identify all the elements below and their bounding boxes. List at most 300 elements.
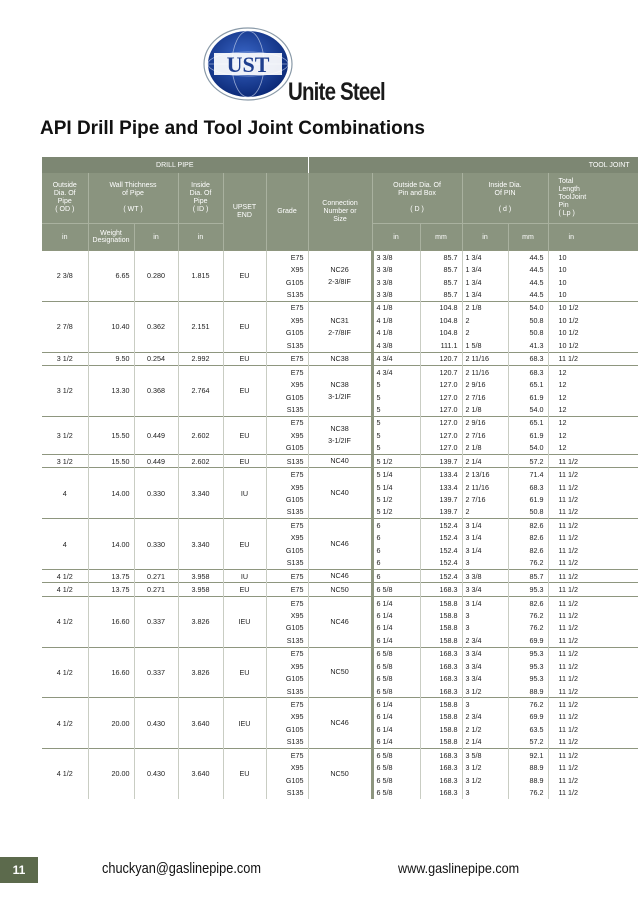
wall-thickness-header: Wall Thichness of Pipe ( WT ) xyxy=(88,173,178,224)
table-cell: 57.2 xyxy=(508,736,548,749)
table-cell: G105 xyxy=(266,723,308,735)
table-cell: 63.5 xyxy=(508,723,548,735)
table-cell: 6 5/8 xyxy=(372,786,420,798)
logo-text: UST xyxy=(226,52,270,77)
table-cell: 11 1/2 xyxy=(548,622,638,634)
table-cell: G105 xyxy=(266,493,308,505)
table-cell: 82.6 xyxy=(508,519,548,532)
tj-od-in-unit: in xyxy=(372,224,420,251)
table-cell: 61.9 xyxy=(508,391,548,403)
table-cell: 2 3/8 xyxy=(42,251,88,302)
table-cell: G105 xyxy=(266,391,308,403)
table-cell: 2 7/8 xyxy=(42,301,88,352)
table-cell: 152.4 xyxy=(420,557,462,570)
table-cell: 4 3/8 xyxy=(372,339,420,352)
table-cell: 12 xyxy=(548,403,638,416)
table-row xyxy=(42,352,638,365)
table-cell: 44.5 xyxy=(508,288,548,301)
table-cell: 54.0 xyxy=(508,403,548,416)
table-cell: 168.3 xyxy=(420,583,462,596)
table-cell: 120.7 xyxy=(420,352,462,365)
table-cell: 4 xyxy=(42,519,88,570)
table-row xyxy=(42,301,638,314)
table-cell: 11 1/2 xyxy=(548,698,638,711)
table-cell: 3.826 xyxy=(178,647,223,698)
table-cell: E75 xyxy=(266,251,308,264)
table-row xyxy=(42,416,638,429)
table-cell: 10 xyxy=(548,263,638,275)
table-cell: EU xyxy=(223,365,266,416)
table-cell: 5 1/2 xyxy=(372,506,420,519)
table-cell: 0.449 xyxy=(134,455,178,468)
connection-cell: NC46 xyxy=(308,698,372,749)
table-cell: 2 1/2 xyxy=(462,723,508,735)
table-cell: X95 xyxy=(266,481,308,493)
combinations-table-container xyxy=(42,157,638,833)
table-cell: 3 3/8 xyxy=(372,288,420,301)
table-cell: 133.4 xyxy=(420,468,462,481)
table-cell: G105 xyxy=(266,442,308,455)
table-cell: 3 1/2 xyxy=(42,416,88,454)
table-cell: 11 1/2 xyxy=(548,685,638,698)
table-cell: 14.00 xyxy=(88,468,134,519)
table-cell: 4 1/2 xyxy=(42,596,88,647)
table-cell: 69.9 xyxy=(508,711,548,723)
table-cell: 12 xyxy=(548,365,638,378)
table-cell: 2 1/8 xyxy=(462,403,508,416)
wt-unit: in xyxy=(134,224,178,251)
table-cell: 152.4 xyxy=(420,544,462,556)
table-row xyxy=(42,365,638,378)
table-cell: 152.4 xyxy=(420,519,462,532)
table-cell: 6 5/8 xyxy=(372,762,420,774)
table-cell: E75 xyxy=(266,647,308,660)
table-cell: 88.9 xyxy=(508,762,548,774)
table-cell: 5 1/2 xyxy=(372,493,420,505)
table-row xyxy=(42,519,638,532)
table-cell: 1 3/4 xyxy=(462,276,508,288)
table-cell: 3 3/4 xyxy=(462,583,508,596)
table-cell: 6 5/8 xyxy=(372,685,420,698)
table-cell: 6 1/4 xyxy=(372,609,420,621)
table-cell: 2 9/16 xyxy=(462,416,508,429)
table-cell: 6 xyxy=(372,557,420,570)
table-cell: 4 1/8 xyxy=(372,327,420,339)
table-cell: 2 3/4 xyxy=(462,634,508,647)
table-cell: 168.3 xyxy=(420,762,462,774)
table-cell: 4 3/4 xyxy=(372,365,420,378)
tool-joint-header: TOOL JOINT xyxy=(308,157,638,173)
table-cell: 76.2 xyxy=(508,557,548,570)
table-cell: 3 5/8 xyxy=(462,749,508,762)
table-cell: EU xyxy=(223,416,266,454)
table-cell: 0.330 xyxy=(134,468,178,519)
table-row xyxy=(42,698,638,711)
table-cell: 11 1/2 xyxy=(548,596,638,609)
table-cell: 158.8 xyxy=(420,622,462,634)
footer-website[interactable]: www.gaslinepipe.com xyxy=(398,860,520,876)
table-cell: G105 xyxy=(266,774,308,786)
table-cell: 104.8 xyxy=(420,301,462,314)
table-cell: 3 3/4 xyxy=(462,647,508,660)
table-cell: G105 xyxy=(266,327,308,339)
table-cell: EU xyxy=(223,749,266,799)
table-cell: 3 3/8 xyxy=(372,276,420,288)
table-cell: 3 3/8 xyxy=(372,263,420,275)
od-header: Outside Dia. Of Pipe ( OD ) xyxy=(42,173,88,224)
connection-cell: NC50 xyxy=(308,583,372,596)
table-cell: 3 3/8 xyxy=(372,251,420,264)
tj-id-header: Inside Dia. Of PIN ( d ) xyxy=(462,173,548,224)
table-cell: 12 xyxy=(548,378,638,390)
table-cell: 65.1 xyxy=(508,416,548,429)
table-cell: EU xyxy=(223,583,266,596)
table-cell: 2 11/16 xyxy=(462,481,508,493)
table-cell: E75 xyxy=(266,352,308,365)
footer-email[interactable]: chuckyan@gaslinepipe.com xyxy=(102,860,261,877)
table-cell: X95 xyxy=(266,660,308,672)
table-cell: 127.0 xyxy=(420,378,462,390)
table-cell: 6 1/4 xyxy=(372,596,420,609)
table-cell: G105 xyxy=(266,622,308,634)
table-cell: 6 5/8 xyxy=(372,660,420,672)
table-cell: 127.0 xyxy=(420,442,462,455)
table-cell: EU xyxy=(223,647,266,698)
table-cell: 104.8 xyxy=(420,314,462,326)
table-cell: 54.0 xyxy=(508,442,548,455)
tj-length-unit: in xyxy=(548,224,638,251)
table-cell: X95 xyxy=(266,711,308,723)
table-cell: 168.3 xyxy=(420,685,462,698)
table-cell: 3 3/4 xyxy=(462,672,508,684)
table-cell: 10 1/2 xyxy=(548,314,638,326)
table-cell: 3 1/2 xyxy=(42,352,88,365)
table-row xyxy=(42,251,638,264)
table-cell: S135 xyxy=(266,685,308,698)
table-cell: 3 1/4 xyxy=(462,532,508,544)
table-cell: X95 xyxy=(266,762,308,774)
table-cell: 4 3/4 xyxy=(372,352,420,365)
combinations-table xyxy=(42,157,638,799)
table-row xyxy=(42,596,638,609)
table-cell: 3 1/4 xyxy=(462,596,508,609)
table-cell: 5 xyxy=(372,429,420,441)
table-cell: 11 1/2 xyxy=(548,774,638,786)
table-cell: 2.602 xyxy=(178,416,223,454)
table-cell: 2 xyxy=(462,314,508,326)
table-cell: S135 xyxy=(266,339,308,352)
table-cell: 104.8 xyxy=(420,327,462,339)
brand-logo xyxy=(200,20,390,110)
table-cell: IU xyxy=(223,468,266,519)
table-cell: 6 5/8 xyxy=(372,583,420,596)
table-cell: 168.3 xyxy=(420,774,462,786)
table-cell: 3.958 xyxy=(178,583,223,596)
tj-length-header: Total Length ToolJoint Pin ( Lp ) xyxy=(548,173,638,224)
table-cell: 41.3 xyxy=(508,339,548,352)
table-cell: 3.340 xyxy=(178,468,223,519)
table-cell: 5 1/2 xyxy=(372,455,420,468)
table-cell: E75 xyxy=(266,365,308,378)
table-cell: 95.3 xyxy=(508,672,548,684)
table-cell: 82.6 xyxy=(508,532,548,544)
table-cell: 3.340 xyxy=(178,519,223,570)
table-cell: 4 xyxy=(42,468,88,519)
table-cell: X95 xyxy=(266,609,308,621)
table-cell: 5 xyxy=(372,403,420,416)
table-cell: E75 xyxy=(266,583,308,596)
table-cell: 76.2 xyxy=(508,786,548,798)
table-cell: 2 7/16 xyxy=(462,429,508,441)
table-cell: 3 1/2 xyxy=(42,455,88,468)
table-cell: 11 1/2 xyxy=(548,506,638,519)
table-cell: 1 3/4 xyxy=(462,288,508,301)
grade-header: Grade xyxy=(266,173,308,251)
table-cell: 44.5 xyxy=(508,251,548,264)
table-cell: 3 xyxy=(462,622,508,634)
table-cell: 2 xyxy=(462,327,508,339)
table-cell: 1 5/8 xyxy=(462,339,508,352)
table-cell: 12 xyxy=(548,416,638,429)
table-cell: X95 xyxy=(266,429,308,441)
table-cell: 6 1/4 xyxy=(372,736,420,749)
table-cell: E75 xyxy=(266,596,308,609)
table-cell: 127.0 xyxy=(420,416,462,429)
table-cell: G105 xyxy=(266,276,308,288)
table-cell: 76.2 xyxy=(508,698,548,711)
table-cell: 6 1/4 xyxy=(372,634,420,647)
table-cell: 158.8 xyxy=(420,736,462,749)
table-cell: 82.6 xyxy=(508,544,548,556)
table-cell: 139.7 xyxy=(420,455,462,468)
table-cell: 3.640 xyxy=(178,749,223,799)
table-row xyxy=(42,647,638,660)
table-cell: 71.4 xyxy=(508,468,548,481)
table-cell: 2.992 xyxy=(178,352,223,365)
table-cell: 0.337 xyxy=(134,596,178,647)
table-cell: 12 xyxy=(548,429,638,441)
table-cell: 2.602 xyxy=(178,455,223,468)
tj-id-mm-unit: mm xyxy=(508,224,548,251)
table-cell: 158.8 xyxy=(420,609,462,621)
table-cell: 11 1/2 xyxy=(548,583,638,596)
weight-designation-header: Weight Designation xyxy=(88,224,134,251)
table-cell: 68.3 xyxy=(508,365,548,378)
table-cell: 5 1/4 xyxy=(372,481,420,493)
table-cell: 4 1/8 xyxy=(372,301,420,314)
table-cell: 6 5/8 xyxy=(372,647,420,660)
connection-cell: NC26 2-3/8IF xyxy=(308,251,372,302)
table-cell: 95.3 xyxy=(508,660,548,672)
table-cell: 85.7 xyxy=(420,288,462,301)
upset-end-header: UPSET END xyxy=(223,173,266,251)
table-cell: G105 xyxy=(266,544,308,556)
table-cell: 2 11/16 xyxy=(462,352,508,365)
table-cell: 11 1/2 xyxy=(548,749,638,762)
table-row xyxy=(42,749,638,762)
table-cell: S135 xyxy=(266,634,308,647)
table-cell: 3 3/8 xyxy=(462,569,508,582)
table-cell: S135 xyxy=(266,455,308,468)
table-cell: 10 1/2 xyxy=(548,327,638,339)
table-cell: 95.3 xyxy=(508,647,548,660)
table-cell: 11 1/2 xyxy=(548,569,638,582)
table-cell: E75 xyxy=(266,301,308,314)
page-title: API Drill Pipe and Tool Joint Combinations xyxy=(40,118,425,139)
table-cell: 50.8 xyxy=(508,314,548,326)
table-cell: 57.2 xyxy=(508,455,548,468)
table-cell: 168.3 xyxy=(420,660,462,672)
table-cell: 0.280 xyxy=(134,251,178,302)
table-cell: 11 1/2 xyxy=(548,557,638,570)
table-cell: 5 1/4 xyxy=(372,468,420,481)
table-cell: 6 1/4 xyxy=(372,622,420,634)
table-cell: 85.7 xyxy=(420,276,462,288)
table-cell: 11 1/2 xyxy=(548,544,638,556)
table-cell: 4 1/2 xyxy=(42,583,88,596)
table-cell: 11 1/2 xyxy=(548,481,638,493)
table-cell: 14.00 xyxy=(88,519,134,570)
table-cell: 3.958 xyxy=(178,569,223,582)
table-cell: 11 1/2 xyxy=(548,609,638,621)
table-cell: IU xyxy=(223,569,266,582)
table-cell: 9.50 xyxy=(88,352,134,365)
table-cell: 2 1/8 xyxy=(462,301,508,314)
table-cell: 15.50 xyxy=(88,455,134,468)
table-cell: 13.75 xyxy=(88,583,134,596)
table-cell: 10 xyxy=(548,251,638,264)
table-cell: EU xyxy=(223,455,266,468)
connection-cell: NC46 xyxy=(308,569,372,582)
table-cell: E75 xyxy=(266,569,308,582)
table-cell: 2 1/8 xyxy=(462,442,508,455)
table-cell: E75 xyxy=(266,468,308,481)
table-cell: 127.0 xyxy=(420,403,462,416)
table-cell: 168.3 xyxy=(420,749,462,762)
table-cell: 0.430 xyxy=(134,749,178,799)
table-cell: 5 xyxy=(372,416,420,429)
table-cell: 6 1/4 xyxy=(372,711,420,723)
table-cell: E75 xyxy=(266,749,308,762)
connection-cell: NC40 xyxy=(308,455,372,468)
table-cell: 20.00 xyxy=(88,698,134,749)
table-cell: 11 1/2 xyxy=(548,519,638,532)
table-cell: 11 1/2 xyxy=(548,468,638,481)
table-row xyxy=(42,455,638,468)
connection-cell: NC40 xyxy=(308,468,372,519)
table-cell: 11 1/2 xyxy=(548,762,638,774)
table-cell: 3 1/2 xyxy=(462,762,508,774)
table-cell: 1 3/4 xyxy=(462,251,508,264)
table-cell: 3 xyxy=(462,786,508,798)
table-cell: EU xyxy=(223,519,266,570)
table-cell: 68.3 xyxy=(508,481,548,493)
table-cell: 2.151 xyxy=(178,301,223,352)
table-cell: 4 1/2 xyxy=(42,569,88,582)
table-cell: 158.8 xyxy=(420,723,462,735)
page-number: 11 xyxy=(0,857,38,883)
table-cell: 44.5 xyxy=(508,263,548,275)
table-cell: 5 xyxy=(372,391,420,403)
connection-cell: NC50 xyxy=(308,749,372,799)
table-cell: 11 1/2 xyxy=(548,493,638,505)
table-cell: 85.7 xyxy=(420,251,462,264)
od-unit: in xyxy=(42,224,88,251)
table-cell: 50.8 xyxy=(508,327,548,339)
table-cell: 82.6 xyxy=(508,596,548,609)
table-cell: EU xyxy=(223,301,266,352)
table-cell: 10 xyxy=(548,288,638,301)
connection-header: Connection Number or Size xyxy=(308,173,372,251)
table-cell: 10 1/2 xyxy=(548,339,638,352)
table-cell: 2 9/16 xyxy=(462,378,508,390)
table-cell: 3.826 xyxy=(178,596,223,647)
table-cell: 15.50 xyxy=(88,416,134,454)
table-cell: 6 5/8 xyxy=(372,672,420,684)
table-cell: 61.9 xyxy=(508,493,548,505)
table-cell: 133.4 xyxy=(420,481,462,493)
table-cell: 11 1/2 xyxy=(548,352,638,365)
table-cell: 5 xyxy=(372,378,420,390)
table-cell: 11 1/2 xyxy=(548,660,638,672)
table-cell: S135 xyxy=(266,288,308,301)
table-cell: 3 3/4 xyxy=(462,660,508,672)
table-cell: IEU xyxy=(223,596,266,647)
table-cell: 92.1 xyxy=(508,749,548,762)
table-cell: 4 1/2 xyxy=(42,749,88,799)
id-unit: in xyxy=(178,224,223,251)
table-cell: 139.7 xyxy=(420,493,462,505)
connection-cell: NC46 xyxy=(308,519,372,570)
table-cell: G105 xyxy=(266,672,308,684)
globe-logo-icon xyxy=(200,20,300,110)
table-cell: EU xyxy=(223,251,266,302)
table-cell: X95 xyxy=(266,314,308,326)
table-row xyxy=(42,468,638,481)
table-cell: 4 1/2 xyxy=(42,647,88,698)
table-cell: 11 1/2 xyxy=(548,711,638,723)
table-cell: 6 5/8 xyxy=(372,749,420,762)
table-cell: 0.449 xyxy=(134,416,178,454)
table-cell: 127.0 xyxy=(420,429,462,441)
table-cell: E75 xyxy=(266,416,308,429)
table-cell: 76.2 xyxy=(508,609,548,621)
table-row xyxy=(42,583,638,596)
table-cell: S135 xyxy=(266,786,308,798)
table-cell: 11 1/2 xyxy=(548,786,638,798)
table-cell: 3 xyxy=(462,698,508,711)
table-cell: 3 1/2 xyxy=(462,774,508,786)
table-cell: 88.9 xyxy=(508,774,548,786)
table-cell: 13.30 xyxy=(88,365,134,416)
table-cell: 11 1/2 xyxy=(548,647,638,660)
table-cell: 4 1/2 xyxy=(42,698,88,749)
table-cell: 10 xyxy=(548,276,638,288)
table-cell: S135 xyxy=(266,506,308,519)
table-cell: E75 xyxy=(266,698,308,711)
table-cell: 10.40 xyxy=(88,301,134,352)
table-cell: 158.8 xyxy=(420,634,462,647)
connection-cell: NC50 xyxy=(308,647,372,698)
table-cell: 6 xyxy=(372,532,420,544)
table-cell: 0.337 xyxy=(134,647,178,698)
table-cell: 0.430 xyxy=(134,698,178,749)
table-cell: 168.3 xyxy=(420,647,462,660)
table-cell: 2 11/16 xyxy=(462,365,508,378)
table-cell: 127.0 xyxy=(420,391,462,403)
table-cell: 16.60 xyxy=(88,596,134,647)
table-cell: 95.3 xyxy=(508,583,548,596)
